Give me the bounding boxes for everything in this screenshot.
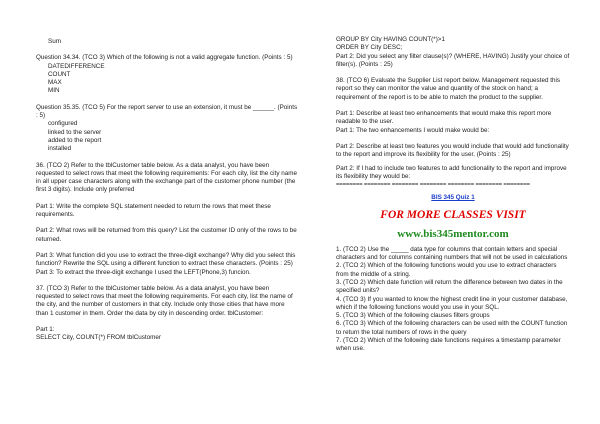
question-36: 36. (TCO 2) Refer to the tblCustomer table below. As a data analyst, you have been requested to select rows that meet the following requirements: For each city, list the city name in all upper case characters along with the exchange part of the customer phone number (the first 3 digits). Include only preferred — [36, 161, 297, 194]
quiz-item: 3. (TCO 2) Which date function will return the difference between two dates in the specified units? — [336, 278, 563, 295]
sql-group-by: GROUP BY City HAVING COUNT(*)>1 — [336, 36, 445, 43]
right-column — [336, 36, 570, 354]
question-34: Question 34.34. (TCO 3) Which of the following is not a valid aggregate function. (Points : 5) — [36, 54, 293, 62]
quiz-item: 5. (TCO 3) Which of the following clauses filters groups — [336, 312, 490, 320]
q38-part-2: Part 2: Describe at least two features you would include that would add functionality to the report and improve its flexibility for the user. (Points : 25) — [336, 142, 569, 159]
q35-option: linked to the server — [48, 128, 102, 136]
quiz-item: 6. (TCO 3) Which of the following characters can be used with the COUNT function to return the total numbers of rows in the query — [336, 320, 568, 336]
q35-option: added to the report — [48, 136, 102, 144]
promo-heading: FOR MORE CLASSES VISIT — [380, 208, 526, 221]
q36-part-1: Part 1: Write the complete SQL statement needed to return the rows that meet these requirements. — [36, 202, 271, 219]
left-column — [36, 38, 298, 343]
quiz-item: 2. (TCO 2) Which of the following functions would you use to extract characters from the middle of a string. — [336, 262, 557, 278]
sql-order-by: ORDER BY City DESC; — [336, 44, 403, 52]
quiz-item: 4. (TCO 3) If you wanted to know the highest credit line in your customer database, which if the following functions would you use in your SQL. — [336, 295, 568, 311]
quiz-title-link[interactable]: BIS 345 Quiz 1 — [431, 194, 475, 202]
sum-text: Sum — [48, 38, 61, 45]
q34-option: DATEDIFFERENCE — [48, 62, 105, 70]
q38-part-1-answer: Part 1: The two enhancements I would make would be: — [336, 126, 490, 134]
quiz-item: 7. (TCO 2) Which of the following date functions requires a timestamp parameter when use. — [336, 337, 561, 353]
q35-option: installed — [48, 145, 72, 153]
q38-part-1: Part 1: Describe at least two enhancements that would make this report more readable to the user. — [336, 110, 552, 126]
question-37: 37. (TCO 3) Refer to the tblCustomer table below. As a data analyst, you have been requested to select rows that meet the following requirements. For each city, list the name of the city, and the number of customers in that city. Include only those cities that have more than 1 customer in them. Order the data by city in descending order. tblCustomer: — [36, 284, 293, 317]
q37-part-1: Part 1: — [36, 326, 55, 334]
quiz-item: 1. (TCO 2) Use the _____ data type for columns that contain letters and special characters and for columns containing numbers that will not be used in calculations — [336, 245, 568, 262]
part-2-filter: Part 2: Did you select any filter clause(s)? (WHERE, HAVING) Justify your choice of filter(s). (Points : 25) — [336, 52, 570, 68]
question-35: Question 35.35. (TCO 5) For the report server to use an extension, it must be ______. (Points : 5) — [36, 103, 298, 120]
quiz-title — [336, 194, 570, 202]
q34-option: COUNT — [48, 70, 71, 78]
q36-part-2: Part 2: What rows will be returned from this query? List the customer ID only of the rows to be returned. — [36, 227, 297, 243]
q37-sql-select: SELECT City, COUNT(*) FROM tblCustomer — [36, 334, 162, 342]
q34-option: MAX — [48, 79, 62, 87]
q35-option: configured — [48, 120, 78, 128]
q36-part-3-answer: Part 3: To extract the three-digit exchange I used the LEFT(Phone,3) funcion. — [36, 268, 251, 276]
question-38: 38. (TCO 6) Evaluate the Supplier List report below. Management requested this report so they can monitor the value and quantity of the stock on hand; a requirement of the report is to be able to match the product to the supplier. — [336, 77, 561, 101]
separator-line: ======== ======== ======== ======== ======== ======== ======== — [336, 182, 530, 189]
q36-part-3: Part 3: What function did you use to extract the three-digit exchange? Why did you select this function? Rewrite the SQL using a different function to extract these characters. (Points : 25) — [36, 251, 296, 268]
q34-option: MIN — [48, 87, 60, 95]
website-link[interactable]: www.bis345mentor.com — [397, 227, 509, 240]
q38-part-2-answer: Part 2: If I had to include two features to add functionality to the report and improve its flexibility they would be: — [336, 164, 567, 180]
